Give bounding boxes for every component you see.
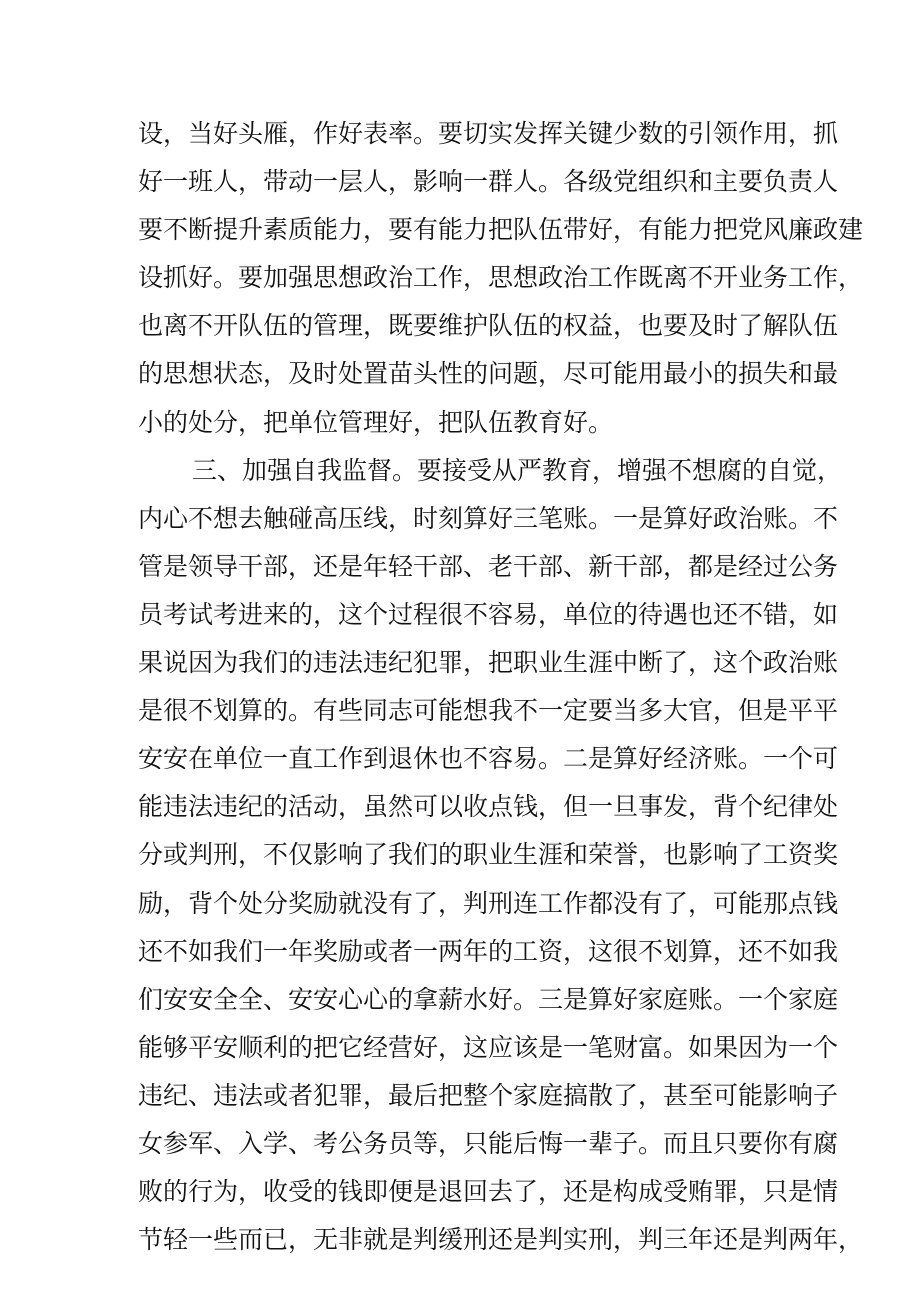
text-line: 能违法违纪的活动，虽然可以收点钱，但一旦事发，背个纪律处 (138, 792, 839, 822)
text-line: 败的行为，收受的钱即便是退回去了，还是构成受贿罪，只是情 (138, 1177, 839, 1207)
text-line: 能够平安顺利的把它经营好，这应该是一笔财富。如果因为一个 (138, 1032, 839, 1062)
text-line: 的思想状态，及时处置苗头性的问题，尽可能用最小的损失和最 (138, 359, 839, 389)
text-line: 小的处分，把单位管理好，把队伍教育好。 (138, 407, 614, 437)
text-line: 果说因为我们的违法违纪犯罪，把职业生涯中断了，这个政治账 (138, 648, 839, 678)
text-line: 设抓好。要加强思想政治工作，思想政治工作既离不开业务工作， (138, 263, 864, 293)
text-line: 内心不想去触碰高压线，时刻算好三笔账。一是算好政治账。不 (138, 503, 839, 533)
body-text (138, 110, 864, 1264)
text-line: 三、加强自我监督。要接受从严教育，增强不想腐的自觉， (192, 455, 843, 485)
text-line: 管是领导干部，还是年轻干部、老干部、新干部，都是经过公务 (138, 551, 839, 581)
text-line: 也离不开队伍的管理，既要维护队伍的权益，也要及时了解队伍 (138, 311, 839, 341)
text-line: 是很不划算的。有些同志可能想我不一定要当多大官，但是平平 (138, 696, 839, 726)
text-line: 节轻一些而已，无非就是判缓刑还是判实刑，判三年还是判两年， (138, 1225, 864, 1255)
text-line: 要不断提升素质能力，要有能力把队伍带好，有能力把党风廉政建 (138, 215, 864, 245)
text-line: 设，当好头雁，作好表率。要切实发挥关键少数的引领作用，抓 (138, 119, 839, 148)
text-line: 员考试考进来的，这个过程很不容易，单位的待遇也还不错，如 (138, 599, 839, 629)
text-line: 还不如我们一年奖励或者一两年的工资，这很不划算，还不如我 (138, 936, 839, 966)
text-line: 女参军、入学、考公务员等，只能后悔一辈子。而且只要你有腐 (138, 1128, 839, 1158)
text-line: 安安在单位一直工作到退休也不容易。二是算好经济账。一个可 (138, 744, 839, 774)
text-line: 们安安全全、安安心心的拿薪水好。三是算好家庭账。一个家庭 (138, 984, 839, 1014)
text-line: 好一班人，带动一层人，影响一群人。各级党组织和主要负责人 (138, 167, 839, 197)
text-line: 分或判刑，不仅影响了我们的职业生涯和荣誉，也影响了工资奖 (138, 840, 839, 870)
text-line: 励，背个处分奖励就没有了，判刑连工作都没有了，可能那点钱 (138, 888, 839, 918)
text-line: 违纪、违法或者犯罪，最后把整个家庭搞散了，甚至可能影响子 (138, 1080, 839, 1110)
